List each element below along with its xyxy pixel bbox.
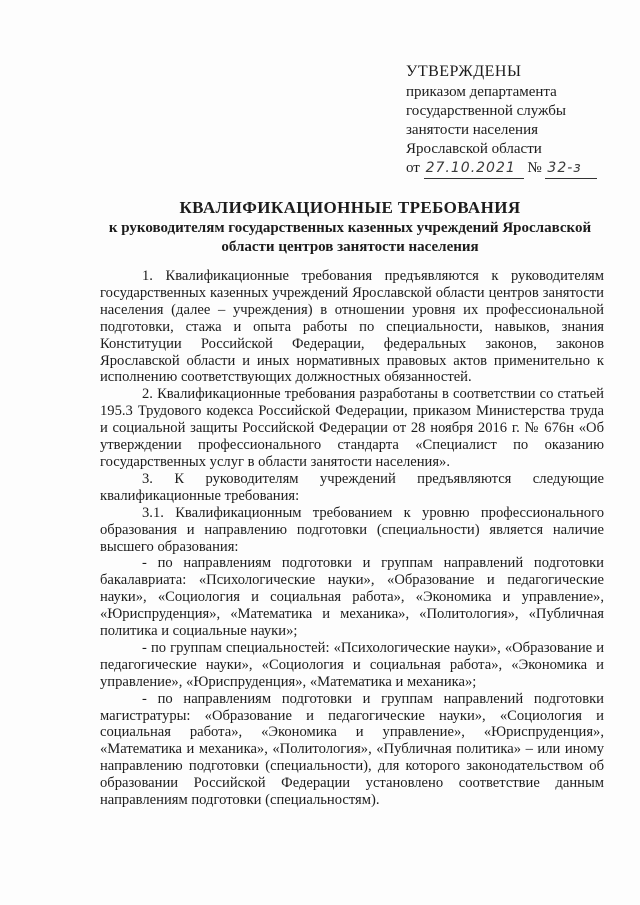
list-item-bachelor: - по направлениям подготовки и группам направлений подготовки бакалавриата: «Психологические науки», «Образование и педагогические науки», «Социология и социальная работа», «Экономика и управление», «Юриспруденция», «Математика и механика», «Политология», «Публичная политика и социальные науки»; [100,555,604,640]
approval-line-2: государственной службы [406,103,566,119]
paragraph-2: 2. Квалификационные требования разработаны в соответствии со статьей 195.3 Трудового кодекса Российской Федерации, приказом Министерства труда и социальной защиты Российской Федерации от 28 ноября 2016 г. № 676н «Об утверждении профессионального стандарта «Специалист по оказанию государственных услуг в области занятости населения». [100,386,604,470]
paragraph-1: 1. Квалификационные требования предъявляются к руководителям государственных казенных учреждений Ярославской области центров занятости населения (далее – учреждения) в отношении уровня их профессиональной подготовки, стажа и опыта работы по специальности, навыков, знания Конституции Российской Федерации, федеральных законов, законов Ярославской области и иных нормативных правовых актов применительно к исполнению соответствующих должностных обязанностей. [100,268,604,386]
approval-stamp-block [406,62,626,179]
paragraph-3: 3. К руководителям учреждений предъявляются следующие квалификационные требования: [100,470,604,504]
paragraph-3-1: 3.1. Квалификационным требованием к уровню профессионального образования и направлению подготовки (специальности) является наличие высшего образования: [100,504,604,555]
document-subtitle: к руководителям государственных казенных учреждений Ярославской области центров занятости населения [108,220,592,255]
approval-line-4: Ярославской области [406,141,542,157]
approval-line-1: приказом департамента [406,84,557,100]
list-item-specialties: - по группам специальностей: «Психологические науки», «Образование и педагогические науки», «Социология и социальная работа», «Экономика и управление», «Юриспруденция», «Математика и механика»; [100,639,604,690]
handwritten-number: 32-з [545,159,597,179]
approval-title: УТВЕРЖДЕНЫ [406,63,522,80]
approval-line-3: занятости населения [406,122,539,138]
document-heading [100,198,600,257]
approval-date-number-line [406,159,626,179]
date-prefix: от [406,160,420,176]
handwritten-date: 27.10.2021 [424,159,524,179]
document-body [100,268,604,809]
document-title: КВАЛИФИКАЦИОННЫЕ ТРЕБОВАНИЯ [179,198,521,217]
number-prefix: № [527,160,542,176]
list-item-master: - по направлениям подготовки и группам направлений подготовки магистратуры: «Образование и педагогические науки», «Социология и социальная работа», «Экономика и управление», «Юриспруденция», «Математика и механика», «Политология», «Публичная политика» – или иному направлению подготовки (специальности), для которого законодательством об образовании Российской Федерации установлено соответствие данным направлениям подготовки (специальностям). [100,690,604,809]
